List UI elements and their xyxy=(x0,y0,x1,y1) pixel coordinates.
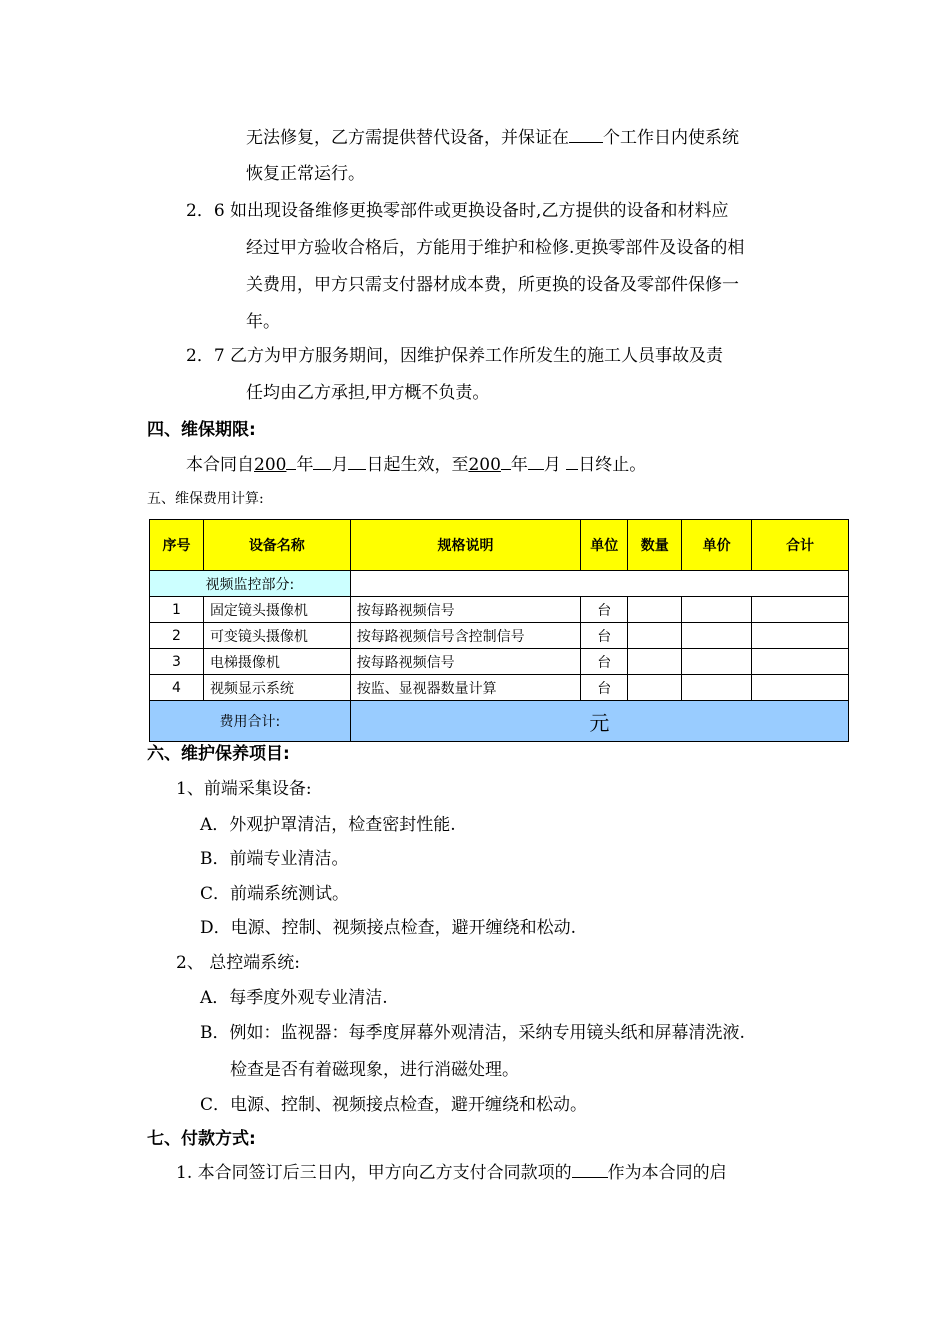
payment-text-b: 作为本合同的启 xyxy=(607,1163,727,1183)
row-index: 4 xyxy=(150,675,204,701)
header-spec: 规格说明 xyxy=(350,520,581,571)
row-qty xyxy=(628,649,682,675)
row-spec: 按每路视频信号 xyxy=(350,649,581,675)
term-text-5: 年 xyxy=(510,455,528,475)
table-section-row xyxy=(150,571,849,597)
term-text-6: 月 xyxy=(543,455,567,475)
end-year: 200 xyxy=(468,455,501,475)
end-year-blank xyxy=(501,453,511,470)
section-4-heading: 四、维保期限: xyxy=(147,420,256,440)
clause-2-6-line-4: 年。 xyxy=(246,312,280,332)
row-index: 1 xyxy=(150,597,204,623)
term-text-4: 日起生效，至 xyxy=(366,455,469,475)
row-name: 固定镜头摄像机 xyxy=(203,597,350,623)
payment-clause-1 xyxy=(176,1161,727,1184)
control-item-a: A．每季度外观专业清洁. xyxy=(200,988,388,1008)
table-row xyxy=(150,675,849,701)
front-end-item-d: D．电源、控制、视频接点检查，避开缠绕和松动. xyxy=(200,918,577,938)
row-name: 可变镜头摄像机 xyxy=(203,623,350,649)
clause-2-7-line-1: 2．7 乙方为甲方服务期间，因维护保养工作所发生的施工人员事故及责 xyxy=(186,346,724,366)
total-value: 元 xyxy=(350,701,848,742)
front-end-item-b: B．前端专业清洁。 xyxy=(200,849,349,869)
row-index: 2 xyxy=(150,623,204,649)
start-month-blank xyxy=(313,453,331,470)
row-price xyxy=(682,597,752,623)
clause-2-7-line-2: 任均由乙方承担,甲方概不负责。 xyxy=(246,383,490,403)
end-day-blank xyxy=(566,453,578,470)
start-day-blank xyxy=(348,453,366,470)
control-item-c: C．电源、控制、视频接点检查，避开缠绕和松动。 xyxy=(200,1095,588,1115)
row-qty xyxy=(628,675,682,701)
row-price xyxy=(682,675,752,701)
workdays-blank xyxy=(569,126,603,143)
term-text-7: 日终止。 xyxy=(578,455,647,475)
row-price xyxy=(682,649,752,675)
table-row xyxy=(150,597,849,623)
row-spec: 按监、显视器数量计算 xyxy=(350,675,581,701)
end-month-blank xyxy=(528,453,544,470)
row-name: 视频显示系统 xyxy=(203,675,350,701)
row-total xyxy=(752,649,849,675)
header-price: 单价 xyxy=(682,520,752,571)
term-text-3: 月 xyxy=(331,455,349,475)
subsection-control: 2、 总控端系统: xyxy=(176,953,300,973)
payment-percent-blank xyxy=(572,1161,608,1178)
row-spec: 按每路视频信号含控制信号 xyxy=(350,623,581,649)
row-unit: 台 xyxy=(581,623,628,649)
clause-2-6-line-2: 经过甲方验收合格后，方能用于维护和检修.更换零部件及设备的相 xyxy=(246,238,745,258)
row-spec: 按每路视频信号 xyxy=(350,597,581,623)
header-index: 序号 xyxy=(150,520,204,571)
clause-2-5-text-a: 无法修复，乙方需提供替代设备，并保证在 xyxy=(246,128,569,148)
row-unit: 台 xyxy=(581,675,628,701)
clause-2-5-text-b: 个工作日内使系统 xyxy=(603,128,739,148)
header-total: 合计 xyxy=(752,520,849,571)
clause-2-6-line-1: 2．6 如出现设备维修更换零部件或更换设备时,乙方提供的设备和材料应 xyxy=(186,201,729,221)
row-price xyxy=(682,623,752,649)
row-unit: 台 xyxy=(581,597,628,623)
header-unit: 单位 xyxy=(581,520,628,571)
term-text-1: 本合同自 xyxy=(186,455,254,475)
clause-2-5-line xyxy=(246,126,739,149)
row-total xyxy=(752,597,849,623)
payment-text-a: 1. 本合同签订后三日内，甲方向乙方支付合同款项的 xyxy=(176,1163,572,1183)
table-row xyxy=(150,649,849,675)
term-text-2: 年 xyxy=(296,455,314,475)
row-qty xyxy=(628,597,682,623)
section-6-heading: 六、维护保养项目: xyxy=(147,744,290,764)
table-header-row xyxy=(150,520,849,571)
table-total-row xyxy=(150,701,849,742)
front-end-item-c: C．前端系统测试。 xyxy=(200,884,350,904)
header-name: 设备名称 xyxy=(203,520,350,571)
front-end-item-a: A．外观护罩清洁，检查密封性能. xyxy=(200,815,456,835)
section-7-heading: 七、付款方式: xyxy=(147,1129,256,1149)
start-year-blank xyxy=(286,453,296,470)
control-item-b-cont: 检查是否有着磁现象，进行消磁处理。 xyxy=(230,1060,519,1080)
clause-2-5-line-2: 恢复正常运行。 xyxy=(246,164,365,184)
row-total xyxy=(752,675,849,701)
control-item-b: B．例如：监视器：每季度屏幕外观清洁，采纳专用镜头纸和屏幕清洗液. xyxy=(200,1023,745,1043)
cost-table xyxy=(149,519,849,742)
row-name: 电梯摄像机 xyxy=(203,649,350,675)
term-sentence xyxy=(186,453,646,476)
section-label: 视频监控部分: xyxy=(150,571,351,597)
start-year: 200 xyxy=(254,455,287,475)
row-qty xyxy=(628,623,682,649)
row-index: 3 xyxy=(150,649,204,675)
row-unit: 台 xyxy=(581,649,628,675)
subsection-front-end: 1、前端采集设备: xyxy=(176,779,312,799)
section-5-heading: 五、维保费用计算: xyxy=(147,491,264,507)
table-row xyxy=(150,623,849,649)
total-label: 费用合计: xyxy=(150,701,351,742)
section-empty xyxy=(350,571,848,597)
header-qty: 数量 xyxy=(628,520,682,571)
row-total xyxy=(752,623,849,649)
clause-2-6-line-3: 关费用，甲方只需支付器材成本费，所更换的设备及零部件保修一 xyxy=(246,275,739,295)
